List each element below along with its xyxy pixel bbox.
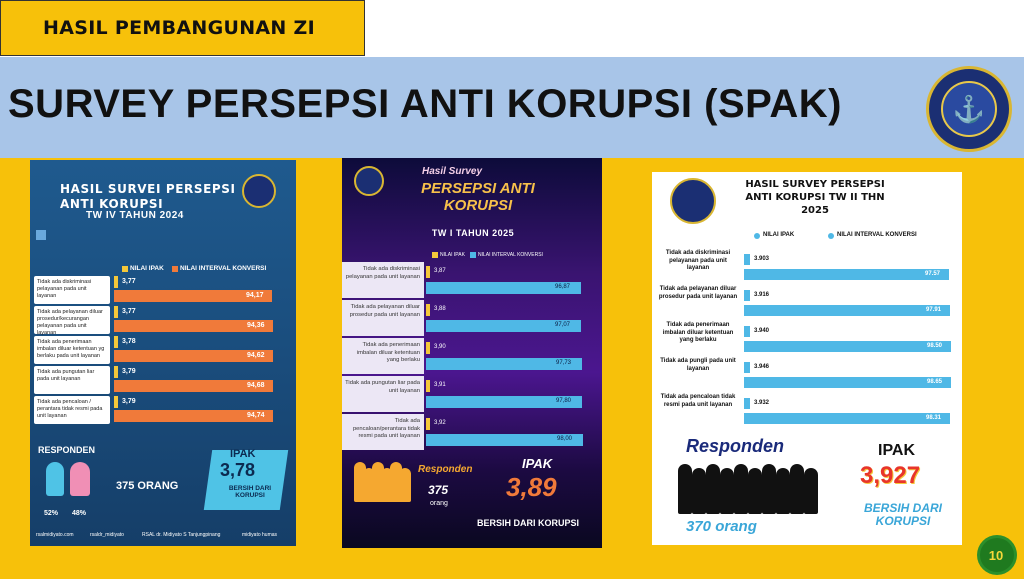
value-conversion: 94,36 (247, 322, 265, 329)
value-ipak: 3,87 (434, 268, 446, 274)
person-silhouette (748, 468, 762, 514)
bar-ipak (114, 276, 118, 288)
row-label: Tidak ada pungutan liar pada unit layanan (37, 369, 95, 382)
bar-ipak (744, 254, 750, 265)
row-label: Tidak ada diskriminasi pelayanan pada unit layanan (665, 250, 731, 271)
row-label: Tidak ada diskriminasi pelayanan pada unit layanan (345, 266, 420, 280)
poster3-responden-label: Responden (686, 436, 785, 456)
bar-conversion (744, 269, 949, 280)
poster1-ipak-label: IPAK (230, 448, 256, 460)
value-conversion: 94,74 (247, 412, 265, 419)
bar-ipak (426, 342, 430, 354)
male-icon (46, 462, 64, 496)
value-conversion: 97,80 (556, 398, 572, 404)
bar-ipak (744, 398, 750, 409)
poster2-subtitle: TW I TAHUN 2025 (431, 228, 515, 238)
footer-instagram: rsaldr_midiyato (90, 532, 124, 538)
bar-ipak (114, 366, 118, 378)
legend-ipak: NILAI IPAK (763, 232, 795, 238)
value-conversion: 98.31 (926, 415, 942, 421)
poster-tw-iv-2024 (30, 160, 296, 546)
row-label: Tidak ada pelayanan diluar prosedur/kecurangan pelayanan pada unit layanan (37, 309, 103, 336)
value-conversion: 97,07 (555, 322, 571, 328)
legend-ipak-swatch (122, 266, 128, 272)
value-conversion: 94,17 (246, 292, 264, 299)
slide-title: SURVEY PERSEPSI ANTI KORUPSI (SPAK) (8, 82, 842, 126)
page-number: 10 (988, 547, 1004, 563)
poster3-ipak-label: IPAK (878, 442, 916, 459)
poster2-responden-count: 375 (428, 483, 449, 497)
row-label: Tidak ada pungli pada unit layanan (660, 358, 736, 372)
person-silhouette (734, 464, 748, 514)
bar-ipak (426, 380, 430, 392)
bar-ipak (744, 326, 750, 337)
person-silhouette (804, 468, 818, 514)
value-conversion: 96,87 (555, 284, 571, 290)
poster-tw-ii-2025 (652, 172, 962, 545)
page-number-badge (974, 534, 1018, 576)
value-conversion: 94,68 (247, 382, 265, 389)
female-icon (70, 462, 90, 496)
poster3-ipak-caption: BERSIH DARI KORUPSI (863, 501, 942, 528)
value-ipak: 3,88 (434, 306, 446, 312)
poster1-subtitle: TW IV TAHUN 2024 (86, 210, 184, 221)
row-label: Tidak ada penerimaan imbalan diluar ketentuan yang berlaku (662, 322, 734, 343)
bar-ipak (744, 362, 750, 373)
poster-tw-i-2025 (342, 158, 602, 548)
value-ipak: 3,79 (122, 368, 136, 375)
poster3-logo (670, 178, 716, 224)
poster1-title: HASIL SURVEI PERSEPSI ANTI KORUPSI (60, 182, 236, 211)
row-label: Tidak ada pencaloan/perantara tidak resmi pada unit layanan (352, 418, 420, 439)
value-conversion: 98.65 (927, 379, 943, 385)
hospital-logo (926, 66, 1012, 152)
poster2-responden-unit: orang (430, 500, 448, 507)
legend-ipak: NILAI IPAK (440, 252, 465, 258)
value-ipak: 3,91 (434, 382, 446, 388)
value-ipak: 3.946 (754, 364, 770, 370)
value-ipak: 3.916 (754, 292, 770, 298)
value-conversion: 94,62 (247, 352, 265, 359)
bar-ipak (426, 418, 430, 430)
value-ipak: 3,77 (122, 278, 136, 285)
section-tab (0, 0, 365, 56)
poster1-logo (242, 174, 276, 208)
legend-ipak-swatch (432, 252, 438, 258)
legend-conv-swatch (172, 266, 178, 272)
person-silhouette (762, 464, 776, 514)
poster2-responden-label: Responden (418, 464, 473, 475)
person-silhouette (692, 468, 706, 514)
anchor-emblem-icon: ⚓ (941, 81, 997, 137)
value-ipak: 3,78 (122, 338, 136, 345)
female-percentage: 48% (72, 510, 87, 517)
value-ipak: 3,92 (434, 420, 446, 426)
footer-facebook: RSAL dr. Midiyato S Tanjungpinang (142, 532, 221, 538)
section-tab-label: HASIL PEMBANGUNAN ZI (43, 17, 315, 39)
legend-ipak: NILAI IPAK (130, 265, 164, 272)
person-silhouette (776, 468, 790, 514)
legend-conv-swatch (828, 233, 834, 239)
poster3-ipak-value: 3,927 (860, 462, 921, 489)
poster1-ipak-caption: BERSIH DARI KORUPSI (228, 485, 272, 499)
poster1-responden-count: 375 ORANG (116, 480, 179, 492)
poster2-ipak-value: 3,89 (506, 472, 557, 502)
value-ipak: 3.940 (754, 328, 770, 334)
footer-website: rsalmidiyato.com (36, 532, 74, 538)
legend-conv: NILAI INTERVAL KONVERSI (180, 265, 267, 272)
poster2-title-main: PERSEPSI ANTI KORUPSI (421, 180, 535, 214)
row-label: Tidak ada pencaloan tidak resmi pada unit layanan (660, 394, 736, 408)
bar-ipak (114, 396, 118, 408)
bar-ipak (426, 304, 430, 316)
poster2-title-top: Hasil Survey (422, 166, 483, 177)
poster2-ipak-caption: BERSIH DARI KORUPSI (476, 518, 579, 528)
row-label: Tidak ada pungutan liar pada unit layanan (345, 380, 420, 394)
poster2-logo (354, 166, 384, 196)
decor-square (36, 230, 46, 240)
person-silhouette (720, 468, 734, 514)
poster1-ipak-value: 3,78 (220, 460, 256, 480)
person-silhouette (399, 468, 411, 502)
bar-conversion (744, 305, 950, 316)
bar-ipak (114, 306, 118, 318)
value-ipak: 3,77 (122, 308, 136, 315)
person-silhouette (678, 464, 692, 514)
row-label: Tidak ada penerimaan imbalan diluar ketentuan yang berlaku (356, 342, 420, 363)
poster3-title: HASIL SURVEY PERSEPSI ANTI KORUPSI TW II THN 2025 (745, 179, 885, 216)
row-label: Tidak ada diskriminasi pelayanan pada unit layanan (37, 279, 92, 299)
value-ipak: 3.903 (754, 256, 770, 262)
bar-ipak (744, 290, 750, 301)
value-conversion: 97.57 (925, 271, 941, 277)
row-label: Tidak ada penerimaan imbalan diluar ketentuan yg berlaku pada unit layanan (37, 339, 105, 359)
bar-ipak (114, 336, 118, 348)
value-conversion: 97,73 (556, 360, 572, 366)
male-percentage: 52% (44, 510, 59, 517)
legend-conv: NILAI INTERVAL KONVERSI (837, 232, 917, 238)
footer-youtube: midiyato humas (242, 532, 278, 538)
value-ipak: 3,79 (122, 398, 136, 405)
value-conversion: 98,00 (557, 436, 573, 442)
bar-ipak (426, 266, 430, 278)
value-ipak: 3,90 (434, 344, 446, 350)
row-label: Tidak ada pencaloan / perantara tidak resmi pada unit layanan (37, 399, 103, 419)
row-label: Tidak ada pelayanan diluar prosedur pada unit layanan (349, 304, 420, 318)
bar-conversion (744, 413, 950, 424)
legend-conv-swatch (470, 252, 476, 258)
legend-conv: NILAI INTERVAL KONVERSI (478, 252, 543, 258)
poster1-responden-label: RESPONDEN (38, 445, 96, 455)
person-silhouette (790, 464, 804, 514)
row-label: Tidak ada pelayanan diluar prosedur pada unit layanan (658, 286, 738, 300)
bar-conversion (744, 341, 951, 352)
poster3-responden-count: 370 orang (686, 518, 757, 535)
person-silhouette (706, 464, 720, 514)
value-ipak: 3.932 (754, 400, 770, 406)
poster2-ipak-label: IPAK (522, 456, 553, 471)
bar-conversion (744, 377, 951, 388)
legend-ipak-swatch (754, 233, 760, 239)
value-conversion: 97.91 (926, 307, 942, 313)
value-conversion: 98.50 (927, 343, 943, 349)
